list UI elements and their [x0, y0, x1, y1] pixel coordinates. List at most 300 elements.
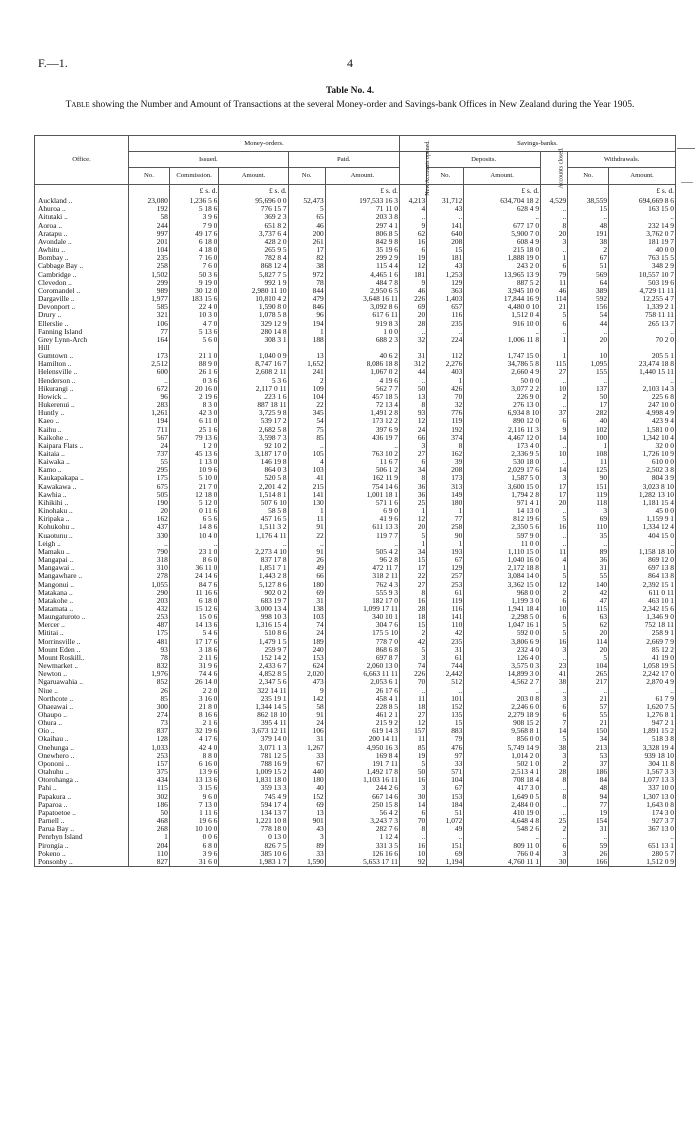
margin-mark — [677, 148, 695, 149]
office-name: Awhitu .. — [35, 246, 129, 254]
deposits-amount: 1,888 19 0 — [464, 254, 541, 262]
deposits-amount: 34,786 5 8 — [464, 360, 541, 368]
deposits-amount: 1,747 15 0 — [464, 352, 541, 360]
issued-no: 73 — [129, 719, 170, 727]
withdrawals-amount: .. — [609, 328, 676, 336]
table-row — [35, 589, 676, 597]
withdrawals-amount: 1,620 7 5 — [609, 703, 676, 711]
paid-amount: 697 8 7 — [325, 654, 399, 662]
table-row — [35, 678, 676, 686]
issued-amount: 2,433 6 7 — [219, 662, 288, 670]
commission: 30 12 0 — [169, 287, 218, 295]
withdrawals-amount: 611 0 11 — [609, 589, 676, 597]
deposits-no: 149 — [427, 491, 464, 499]
commission: 7 6 0 — [169, 262, 218, 270]
commission: 3 9 6 — [169, 850, 218, 858]
deposits-amount: .. — [464, 833, 541, 841]
table-row — [35, 271, 676, 279]
transactions-table — [34, 135, 676, 867]
new-accounts: 13 — [399, 393, 426, 401]
issued-amount: 1,221 10 8 — [219, 817, 288, 825]
table-row — [35, 776, 676, 784]
table-row — [35, 320, 676, 328]
table-row — [35, 719, 676, 727]
accounts-closed — [541, 344, 568, 352]
paid-amount: 318 2 11 — [325, 572, 399, 580]
paid-no: 345 — [288, 409, 325, 417]
withdrawals-amount: 1,342 10 4 — [609, 434, 676, 442]
deposits-amount: .. — [464, 213, 541, 221]
issued-no: 283 — [129, 401, 170, 409]
new-accounts: 8 — [399, 474, 426, 482]
paid-amount: 762 4 3 — [325, 581, 399, 589]
deposits-no: 112 — [427, 352, 464, 360]
issued-amount: 8,747 16 7 — [219, 360, 288, 368]
issued-amount: 322 14 11 — [219, 687, 288, 695]
issued-no: 290 — [129, 589, 170, 597]
paid-no: 78 — [288, 279, 325, 287]
withdrawals-amount: 1,181 15 4 — [609, 499, 676, 507]
accounts-closed: 10 — [541, 385, 568, 393]
withdrawals-amount: 697 13 8 — [609, 564, 676, 572]
commission: 8 6 0 — [169, 556, 218, 564]
deposits-no — [427, 344, 464, 352]
issued-no: 672 — [129, 385, 170, 393]
accounts-closed: .. — [541, 654, 568, 662]
office-name: Mamaku .. — [35, 548, 129, 556]
office-name: Okaihau .. — [35, 735, 129, 743]
deposits-no: 101 — [427, 695, 464, 703]
new-accounts: 24 — [399, 426, 426, 434]
withdrawals-amount: 205 5 1 — [609, 352, 676, 360]
commission: 2 19 6 — [169, 393, 218, 401]
table-row — [35, 491, 676, 499]
paid-header: Paid. — [288, 152, 399, 168]
issued-amount: 92 10 2 — [219, 442, 288, 450]
deposits-amount: 1,110 15 0 — [464, 548, 541, 556]
deposits-no: 657 — [427, 303, 464, 311]
paid-no: 130 — [288, 499, 325, 507]
issued-amount: 1,514 8 1 — [219, 491, 288, 499]
new-accounts: 22 — [399, 572, 426, 580]
new-accounts: 18 — [399, 703, 426, 711]
table-row — [35, 385, 676, 393]
issued-amount-header: Amount. — [219, 168, 288, 185]
issued-no: 50 — [129, 809, 170, 817]
table-row — [35, 784, 676, 792]
table-row — [35, 735, 676, 743]
paid-no: 2,020 — [288, 670, 325, 678]
table-row — [35, 287, 676, 295]
issued-no: 278 — [129, 572, 170, 580]
office-name: Kaipara Flats .. — [35, 442, 129, 450]
table-row — [35, 556, 676, 564]
withdrawals-amount: 2,242 17 0 — [609, 670, 676, 678]
withdrawals-amount: 181 19 7 — [609, 238, 676, 246]
new-accounts: 6 — [399, 458, 426, 466]
new-accounts: 2 — [399, 629, 426, 637]
deposits-no: 43 — [427, 262, 464, 270]
accounts-closed: 6 — [541, 703, 568, 711]
new-accounts: 36 — [399, 483, 426, 491]
withdrawals-amount: 304 11 8 — [609, 760, 676, 768]
deposits-no: 476 — [427, 744, 464, 752]
issued-amount: 152 14 2 — [219, 654, 288, 662]
deposits-amount: 215 18 0 — [464, 246, 541, 254]
accounts-closed: 10 — [541, 450, 568, 458]
accounts-closed: 37 — [541, 409, 568, 417]
withdrawals-amount: 804 3 9 — [609, 474, 676, 482]
withdrawals-no: 102 — [568, 426, 609, 434]
issued-amount: 3,598 7 3 — [219, 434, 288, 442]
withdrawals-no: 592 — [568, 295, 609, 303]
new-accounts: 12 — [399, 515, 426, 523]
paid-no: 188 — [288, 336, 325, 344]
new-accounts: 30 — [399, 793, 426, 801]
deposits-no: 363 — [427, 287, 464, 295]
commission: 4 18 0 — [169, 246, 218, 254]
commission: 74 4 6 — [169, 670, 218, 678]
deposits-no: 151 — [427, 842, 464, 850]
issued-amount: 510 8 6 — [219, 629, 288, 637]
commission: 14 13 6 — [169, 621, 218, 629]
paid-amount: 72 13 4 — [325, 401, 399, 409]
withdrawals-amount — [609, 344, 676, 352]
deposits-no: 313 — [427, 483, 464, 491]
new-accounts: 8 — [399, 825, 426, 833]
issued-amount: 776 15 7 — [219, 205, 288, 213]
paid-amount: 26 17 6 — [325, 687, 399, 695]
accounts-closed: 20 — [541, 230, 568, 238]
paid-amount: 461 2 1 — [325, 711, 399, 719]
new-accounts: 28 — [399, 605, 426, 613]
office-name: Cambridge .. — [35, 271, 129, 279]
commission: 9 19 0 — [169, 279, 218, 287]
deposits-amount-header: Amount. — [464, 168, 541, 185]
office-name: Devonport .. — [35, 303, 129, 311]
accounts-closed: .. — [541, 246, 568, 254]
withdrawals-amount: 947 2 1 — [609, 719, 676, 727]
commission-header: Commission. — [169, 168, 218, 185]
accounts-closed: 3 — [541, 238, 568, 246]
table-row — [35, 646, 676, 654]
deposits-amount: 887 5 2 — [464, 279, 541, 287]
office-name: Ohaeawai .. — [35, 703, 129, 711]
accounts-closed: 38 — [541, 744, 568, 752]
withdrawals-amount: 247 10 0 — [609, 401, 676, 409]
issued-no: 600 — [129, 368, 170, 376]
issued-amount: 2,682 5 8 — [219, 426, 288, 434]
deposits-no: 1,072 — [427, 817, 464, 825]
withdrawals-no: 31 — [568, 564, 609, 572]
issued-amount: 5,127 8 6 — [219, 581, 288, 589]
table-row — [35, 507, 676, 515]
withdrawals-no: 186 — [568, 768, 609, 776]
accounts-closed: 16 — [541, 523, 568, 531]
withdrawals-amount: 163 15 0 — [609, 205, 676, 213]
accounts-closed: 5 — [541, 621, 568, 629]
new-accounts: 5 — [399, 760, 426, 768]
commission: 1,236 5 6 — [169, 197, 218, 205]
withdrawals-no: 48 — [568, 784, 609, 792]
paid-amount — [325, 344, 399, 352]
issued-amount: 1,590 8 0 — [219, 303, 288, 311]
accounts-closed-label: Accounts closed. — [558, 147, 565, 189]
table-row — [35, 368, 676, 376]
deposits-amount: 628 4 9 — [464, 205, 541, 213]
deposits-amount: 243 2 0 — [464, 262, 541, 270]
issued-amount: 1,344 14 5 — [219, 703, 288, 711]
office-name: Kawakawa .. — [35, 483, 129, 491]
withdrawals-no: .. — [568, 540, 609, 548]
paid-no: 141 — [288, 491, 325, 499]
paid-amount: 331 3 5 — [325, 842, 399, 850]
paid-no: 105 — [288, 450, 325, 458]
office-name: Fanning Island — [35, 328, 129, 336]
accounts-closed: 38 — [541, 678, 568, 686]
commission: 45 13 6 — [169, 450, 218, 458]
paid-amount: 11 6 7 — [325, 458, 399, 466]
paid-no: 85 — [288, 434, 325, 442]
accounts-closed: 9 — [541, 426, 568, 434]
new-accounts: 20 — [399, 311, 426, 319]
office-name: Hukerenui .. — [35, 401, 129, 409]
commission: 26 14 0 — [169, 678, 218, 686]
withdrawals-no: 48 — [568, 222, 609, 230]
issued-no: 258 — [129, 262, 170, 270]
withdrawals-amount: 2,502 3 8 — [609, 466, 676, 474]
deposits-no: 883 — [427, 727, 464, 735]
issued-amount: 395 4 11 — [219, 719, 288, 727]
deposits-amount: 2,246 6 0 — [464, 703, 541, 711]
accounts-closed: 14 — [541, 727, 568, 735]
deposits-amount: 11 0 0 — [464, 540, 541, 548]
paid-no: 138 — [288, 605, 325, 613]
accounts-closed: .. — [541, 205, 568, 213]
withdrawals-no: 20 — [568, 336, 609, 344]
commission: 13 9 6 — [169, 768, 218, 776]
deposits-amount: 2,513 4 1 — [464, 768, 541, 776]
office-name: Auckland .. — [35, 197, 129, 205]
accounts-closed: 3 — [541, 695, 568, 703]
table-row — [35, 328, 676, 336]
paid-amount: 842 9 8 — [325, 238, 399, 246]
deposits-no: 1 — [427, 507, 464, 515]
deposits-no: 1,253 — [427, 271, 464, 279]
accounts-closed: 6 — [541, 262, 568, 270]
commission: 50 3 6 — [169, 271, 218, 279]
issued-no: 675 — [129, 483, 170, 491]
accounts-closed: 1 — [541, 352, 568, 360]
accounts-closed: 10 — [541, 605, 568, 613]
issued-amount: 223 1 6 — [219, 393, 288, 401]
issued-no: 437 — [129, 523, 170, 531]
withdrawals-amount: 1,643 0 8 — [609, 801, 676, 809]
issued-amount: 1,983 1 7 — [219, 858, 288, 867]
deposits-no: 51 — [427, 809, 464, 817]
new-accounts: 17 — [399, 564, 426, 572]
office-name: Penrhyn Island — [35, 833, 129, 841]
issued-no: 26 — [129, 687, 170, 695]
deposits-amount: 203 0 8 — [464, 695, 541, 703]
office-name: Otahuhu .. — [35, 768, 129, 776]
issued-no: 175 — [129, 474, 170, 482]
accounts-closed: 14 — [541, 466, 568, 474]
issued-amount: 862 18 10 — [219, 711, 288, 719]
issued-no: 852 — [129, 678, 170, 686]
accounts-closed: .. — [541, 507, 568, 515]
paid-amount: 778 7 0 — [325, 638, 399, 646]
withdrawals-amount: 45 0 0 — [609, 507, 676, 515]
paid-amount: 484 7 8 — [325, 279, 399, 287]
withdrawals-amount: 1,891 15 2 — [609, 727, 676, 735]
withdrawals-amount: 174 3 0 — [609, 809, 676, 817]
paid-amount: 126 16 6 — [325, 850, 399, 858]
issued-no: 585 — [129, 303, 170, 311]
office-name: Mount Roskill.. — [35, 654, 129, 662]
issued-amount: 998 10 3 — [219, 613, 288, 621]
commission: 3 15 6 — [169, 784, 218, 792]
issued-no: 321 — [129, 311, 170, 319]
table-row — [35, 793, 676, 801]
paid-no: 241 — [288, 368, 325, 376]
office-name: Mangapai .. — [35, 556, 129, 564]
deposits-no: 43 — [427, 205, 464, 213]
deposits-no: 110 — [427, 621, 464, 629]
deposits-amount: 809 11 0 — [464, 842, 541, 850]
office-name: Pirongia .. — [35, 842, 129, 850]
page-reference: F.—1. — [38, 56, 68, 70]
deposits-amount: 1,512 0 4 — [464, 311, 541, 319]
paid-amount: 617 6 11 — [325, 311, 399, 319]
deposits-header: Deposits. — [427, 152, 541, 168]
accounts-closed: 6 — [541, 842, 568, 850]
paid-no: 26 — [288, 556, 325, 564]
issued-amount: 781 12 5 — [219, 752, 288, 760]
issued-no: 274 — [129, 711, 170, 719]
withdrawals-amount: 758 11 11 — [609, 311, 676, 319]
issued-amount: 1,078 5 8 — [219, 311, 288, 319]
paid-no: 43 — [288, 825, 325, 833]
accounts-closed: .. — [541, 213, 568, 221]
accounts-closed: 115 — [541, 360, 568, 368]
issued-no: 164 — [129, 336, 170, 344]
deposits-no: 67 — [427, 784, 464, 792]
office-name: Clevedon .. — [35, 279, 129, 287]
deposits-no: 1 — [427, 377, 464, 385]
withdrawals-no: 84 — [568, 776, 609, 784]
issued-amount: 3,737 6 4 — [219, 230, 288, 238]
issued-no: 201 — [129, 238, 170, 246]
deposits-amount: 3,806 6 9 — [464, 638, 541, 646]
commission: 5 12 0 — [169, 499, 218, 507]
paid-no: 13 — [288, 809, 325, 817]
commission: 10 9 6 — [169, 466, 218, 474]
new-accounts: 50 — [399, 768, 426, 776]
deposits-amount: 2,029 17 6 — [464, 466, 541, 474]
issued-no: 295 — [129, 466, 170, 474]
issued-amount: 259 9 7 — [219, 646, 288, 654]
deposits-amount: 5,749 14 9 — [464, 744, 541, 752]
commission: 5 6 0 — [169, 336, 218, 344]
paid-amount: 3,092 8 6 — [325, 303, 399, 311]
issued-amount: 594 17 4 — [219, 801, 288, 809]
issued-amount: 868 12 4 — [219, 262, 288, 270]
withdrawals-no: 2 — [568, 246, 609, 254]
paid-no: 13 — [288, 352, 325, 360]
paid-amount: 505 4 2 — [325, 548, 399, 556]
withdrawals-amount: 265 13 7 — [609, 320, 676, 328]
commission: 12 18 0 — [169, 491, 218, 499]
commission: 10 10 0 — [169, 825, 218, 833]
issued-amount: 1,511 3 2 — [219, 523, 288, 531]
withdrawals-amount: 651 13 1 — [609, 842, 676, 850]
commission: 79 13 6 — [169, 434, 218, 442]
issued-no: 23,080 — [129, 197, 170, 205]
withdrawals-no: 67 — [568, 254, 609, 262]
paid-amount: 4 19 6 — [325, 377, 399, 385]
withdrawals-no: 47 — [568, 597, 609, 605]
paid-amount-unit: £ s. d. — [325, 185, 399, 198]
accounts-closed: 5 — [541, 735, 568, 743]
withdrawals-no: 26 — [568, 850, 609, 858]
paid-no — [288, 344, 325, 352]
table-row — [35, 842, 676, 850]
table-row — [35, 401, 676, 409]
issued-amount: 0 13 0 — [219, 833, 288, 841]
withdrawals-no: 38 — [568, 238, 609, 246]
table-row — [35, 858, 676, 867]
withdrawals-amount: 337 10 0 — [609, 784, 676, 792]
deposits-no: 15 — [427, 719, 464, 727]
new-accounts: 3 — [399, 654, 426, 662]
withdrawals-amount: 1,339 2 1 — [609, 303, 676, 311]
deposits-amount: 417 3 0 — [464, 784, 541, 792]
deposits-no: 208 — [427, 238, 464, 246]
commission: 36 11 0 — [169, 564, 218, 572]
issued-amount: 3,187 17 0 — [219, 450, 288, 458]
issued-no: 204 — [129, 842, 170, 850]
accounts-closed: 6 — [541, 320, 568, 328]
new-accounts: 12 — [399, 417, 426, 425]
accounts-closed: .. — [541, 801, 568, 809]
commission: 21 8 0 — [169, 703, 218, 711]
office-name: Pokeno .. — [35, 850, 129, 858]
commission: 42 3 0 — [169, 409, 218, 417]
new-accounts: 18 — [399, 613, 426, 621]
office-name: Gumtown .. — [35, 352, 129, 360]
currency-units-row — [35, 185, 676, 198]
paid-amount: 506 1 2 — [325, 466, 399, 474]
accounts-closed: 12 — [541, 581, 568, 589]
paid-amount: 1,103 16 11 — [325, 776, 399, 784]
paid-no: 46 — [288, 222, 325, 230]
paid-no: 33 — [288, 752, 325, 760]
office-name: Avondale .. — [35, 238, 129, 246]
issued-no: 173 — [129, 352, 170, 360]
deposits-amount-unit: £ s. d. — [464, 185, 541, 198]
withdrawals-no: 5 — [568, 654, 609, 662]
paid-no: 9 — [288, 687, 325, 695]
deposits-amount: 2,116 11 3 — [464, 426, 541, 434]
deposits-amount: 890 12 0 — [464, 417, 541, 425]
paid-no: 74 — [288, 621, 325, 629]
deposits-no: 141 — [427, 222, 464, 230]
deposits-amount: 1,587 5 0 — [464, 474, 541, 482]
issued-no: 2,512 — [129, 360, 170, 368]
paid-amount: 754 14 6 — [325, 483, 399, 491]
office-name: Leigh .. — [35, 540, 129, 548]
